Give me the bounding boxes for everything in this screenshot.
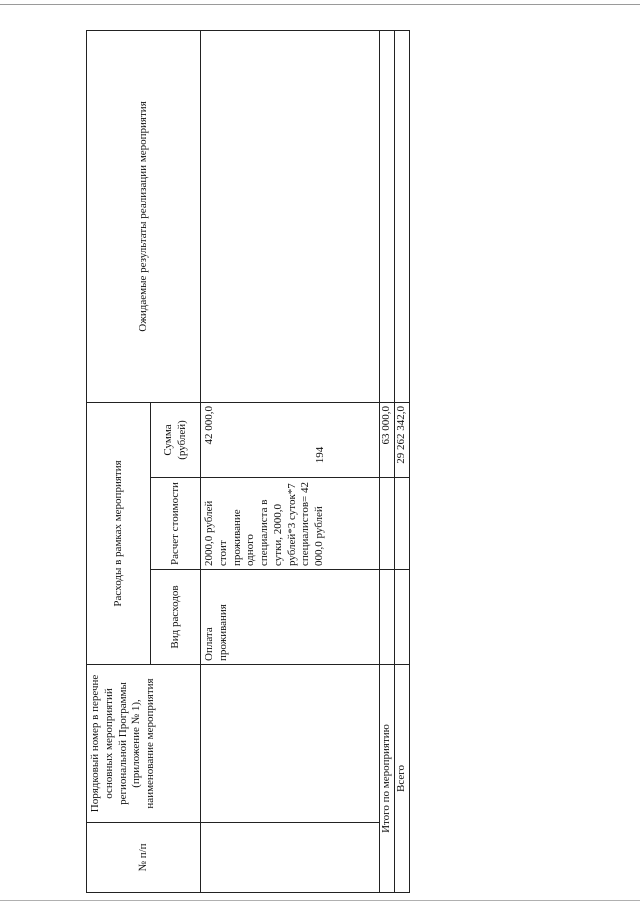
cell-amount: 42 000,0 bbox=[201, 402, 380, 477]
header-expenses-group: Расходы в рамках мероприятия bbox=[87, 402, 151, 664]
total-grand-label: Всего bbox=[394, 665, 409, 893]
cell-num bbox=[201, 823, 380, 893]
total-grand-amount: 29 262 342,0 bbox=[394, 402, 409, 477]
cell-activity bbox=[201, 665, 380, 823]
header-num: № п/п bbox=[87, 823, 201, 893]
cell-expense-type: Оплата проживания bbox=[201, 570, 380, 665]
header-activity: Порядковый номер в перечне основных мероприятий региональной Программы (приложение № 1), наименование мероприятия bbox=[87, 665, 201, 823]
total-grand-empty-1 bbox=[394, 570, 409, 665]
total-grand-empty-3 bbox=[394, 30, 409, 402]
total-row-activity bbox=[380, 30, 395, 892]
cell-cost-calc: 2000,0 рублей стоит проживание одного специалиста в сутки, 2000,0 рублей*3 суток*7 специалистов= 42 000,0 рублей bbox=[201, 478, 380, 570]
total-grand-empty-2 bbox=[394, 478, 409, 570]
table-row bbox=[201, 30, 380, 892]
scan-edge-top bbox=[0, 4, 640, 5]
total-activity-empty-2 bbox=[380, 478, 395, 570]
total-activity-empty-3 bbox=[380, 30, 395, 402]
total-activity-amount: 63 000,0 bbox=[380, 402, 395, 477]
header-amount: Сумма (рублей) bbox=[151, 402, 201, 477]
rotated-table-container bbox=[86, 31, 407, 893]
header-results: Ожидаемые результаты реализации мероприятия bbox=[87, 30, 201, 402]
total-activity-empty-1 bbox=[380, 570, 395, 665]
total-activity-label: Итого по мероприятию bbox=[380, 665, 395, 893]
header-cost-calc: Расчет стоимости bbox=[151, 478, 201, 570]
page-number: 194 bbox=[314, 446, 326, 464]
expenses-table bbox=[86, 30, 410, 893]
total-row-grand bbox=[394, 30, 409, 892]
scan-edge-bottom bbox=[0, 900, 640, 901]
cell-results bbox=[201, 30, 380, 402]
header-expense-type: Вид расходов bbox=[151, 570, 201, 665]
